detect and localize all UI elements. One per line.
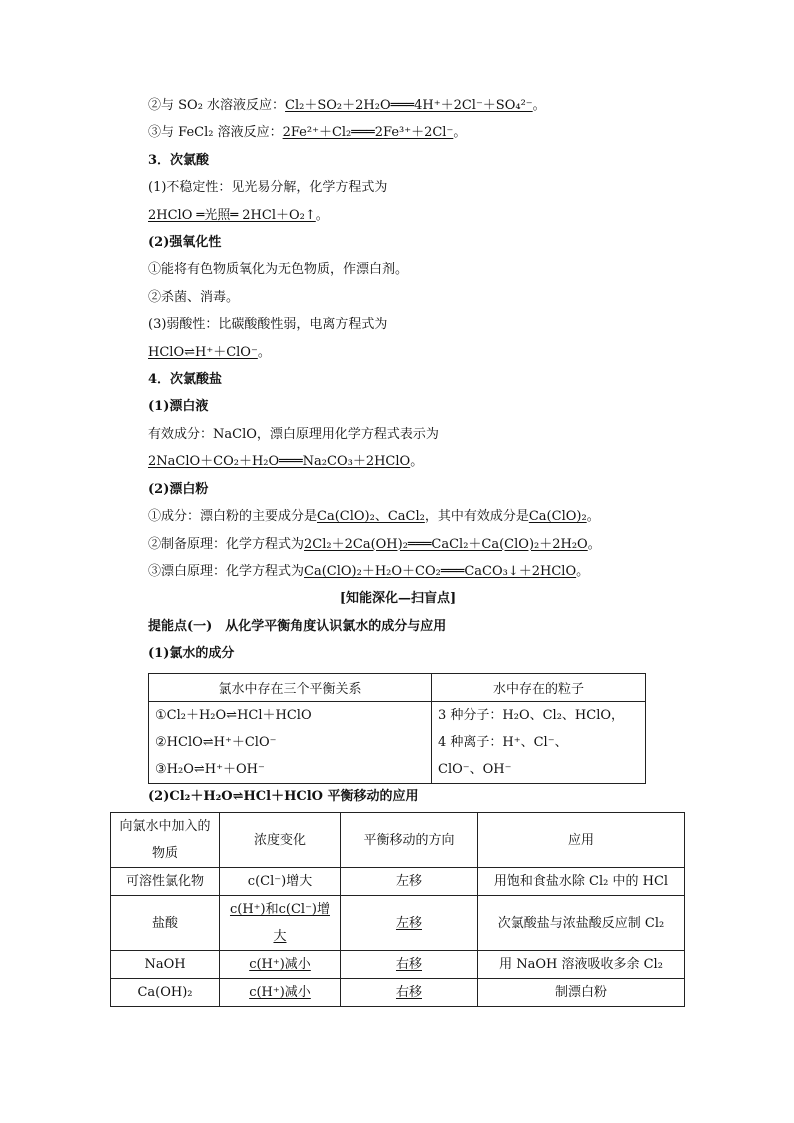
table-header: 水中存在的粒子: [432, 674, 646, 702]
equation: Cl₂＋SO₂＋2H₂O═══4H⁺＋2Cl⁻＋SO₄²⁻: [285, 98, 533, 113]
chlorine-water-composition-table: [148, 673, 646, 784]
equation: 2Cl₂＋2Ca(OH)₂═══CaCl₂＋Ca(ClO)₂＋2H₂O: [304, 536, 588, 552]
text: 。: [586, 509, 600, 525]
equation: 2Fe²⁺＋Cl₂═══2Fe³⁺＋2Cl⁻: [282, 125, 454, 141]
text: ，其中有效成分是: [424, 509, 529, 525]
text: ①成分：漂白粉的主要成分是: [148, 509, 318, 525]
table-header: 平衡移动的方向: [341, 813, 478, 868]
cell: c(H⁺)减小: [220, 979, 341, 1007]
equation: HClO⇌H⁺＋ClO⁻: [148, 344, 258, 360]
document-body: [148, 92, 648, 668]
paragraph: [148, 558, 648, 585]
equation: Ca(ClO)₂＋H₂O＋CO₂═══CaCO₃↓＋2HClO: [304, 563, 577, 579]
text: ②与 SO₂ 水溶液反应：: [148, 98, 286, 113]
table-row: [111, 951, 685, 979]
subheading: (2)漂白粉: [148, 481, 209, 497]
equation-line: [148, 202, 648, 229]
answer: Ca(ClO)₂、CaCl₂: [317, 509, 425, 525]
paragraph: ②杀菌、消毒。: [148, 289, 240, 305]
table-header: 浓度变化: [220, 813, 341, 868]
cell: 次氯酸盐与浓盐酸反应制 Cl₂: [478, 896, 685, 951]
text: 。: [587, 536, 601, 552]
cell: 用饱和食盐水除 Cl₂ 中的 HCl: [478, 868, 685, 896]
text: 。: [257, 344, 271, 360]
paragraph: 有效成分：NaClO，漂白原理用化学方程式表示为: [148, 426, 439, 442]
paragraph: ①能将有色物质氧化为无色物质，作漂白剂。: [148, 262, 409, 278]
cell: 左移: [341, 896, 478, 951]
equilibria-cell: [149, 702, 432, 784]
equation: 2NaClO＋CO₂＋H₂O═══Na₂CO₃＋2HClO: [148, 454, 411, 470]
subheading: (2)强氧化性: [148, 235, 222, 251]
cell: NaOH: [111, 951, 220, 979]
text: ②制备原理：化学方程式为: [148, 536, 305, 552]
paragraph: (1)不稳定性：见光易分解，化学方程式为: [148, 180, 388, 196]
paragraph: [148, 531, 648, 558]
equation-line: [148, 339, 648, 366]
equation-line: [148, 448, 648, 475]
answer: Ca(ClO)₂: [528, 509, 587, 525]
subheading: (1)漂白液: [148, 399, 209, 415]
equilibrium-shift-table: [110, 812, 685, 1007]
equation: 2HClO ═光照═ 2HCl＋O₂↑: [148, 207, 316, 223]
text: 。: [315, 207, 329, 223]
line-so2-reaction: [148, 92, 648, 119]
molecules: 3 种分子：H₂O、Cl₂、HClO，: [438, 708, 625, 723]
cell: c(H⁺)和c(Cl⁻)增大: [220, 896, 341, 951]
section-heading: 4．次氯酸盐: [148, 372, 223, 388]
subheading: (1)氯水的成分: [148, 646, 235, 662]
cell: 可溶性氯化物: [111, 868, 220, 896]
text: ③与 FeCl₂ 溶液反应：: [148, 125, 283, 141]
paragraph: [148, 503, 648, 530]
line-fecl2-reaction: [148, 119, 648, 146]
section-heading: 3．次氯酸: [148, 152, 210, 168]
cell: Ca(OH)₂: [111, 979, 220, 1007]
cell: 用 NaOH 溶液吸收多余 Cl₂: [478, 951, 685, 979]
cell: c(H⁺)减小: [220, 951, 341, 979]
center-title: [知能深化—扫盲点]: [339, 591, 457, 607]
text: 。: [576, 563, 590, 579]
cell: 制漂白粉: [478, 979, 685, 1007]
ions-cont: ClO⁻、OH⁻: [438, 762, 512, 777]
ions: 4 种离子：H⁺、Cl⁻、: [438, 735, 568, 750]
table-row: [111, 979, 685, 1007]
paragraph: (3)弱酸性：比碳酸酸性弱，电离方程式为: [148, 317, 388, 333]
cell: 右移: [341, 951, 478, 979]
text: ③漂白原理：化学方程式为: [148, 563, 305, 579]
equilibrium-3: ③H₂O⇌H⁺＋OH⁻: [155, 762, 265, 777]
point-heading: 提能点(一) 从化学平衡角度认识氯水的成分与应用: [148, 618, 447, 634]
equilibrium-2: ②HClO⇌H⁺＋ClO⁻: [155, 735, 277, 750]
text: 。: [453, 125, 467, 141]
table-header: 应用: [478, 813, 685, 868]
cell: 盐酸: [111, 896, 220, 951]
cell: 左移: [341, 868, 478, 896]
cell: c(Cl⁻)增大: [220, 868, 341, 896]
equilibrium-1: ①Cl₂＋H₂O⇌HCl＋HClO: [155, 708, 312, 723]
particles-cell: [432, 702, 646, 784]
subheading-equilibrium-shift: (2)Cl₂＋H₂O⇌HCl＋HClO 平衡移动的应用: [148, 789, 419, 804]
table-row: [111, 896, 685, 951]
table-header: 氯水中存在三个平衡关系: [149, 674, 432, 702]
table-row: [111, 868, 685, 896]
text: 。: [410, 454, 424, 470]
table-header: 向氯水中加入的物质: [111, 813, 220, 868]
text: 。: [532, 98, 546, 113]
cell: 右移: [341, 979, 478, 1007]
